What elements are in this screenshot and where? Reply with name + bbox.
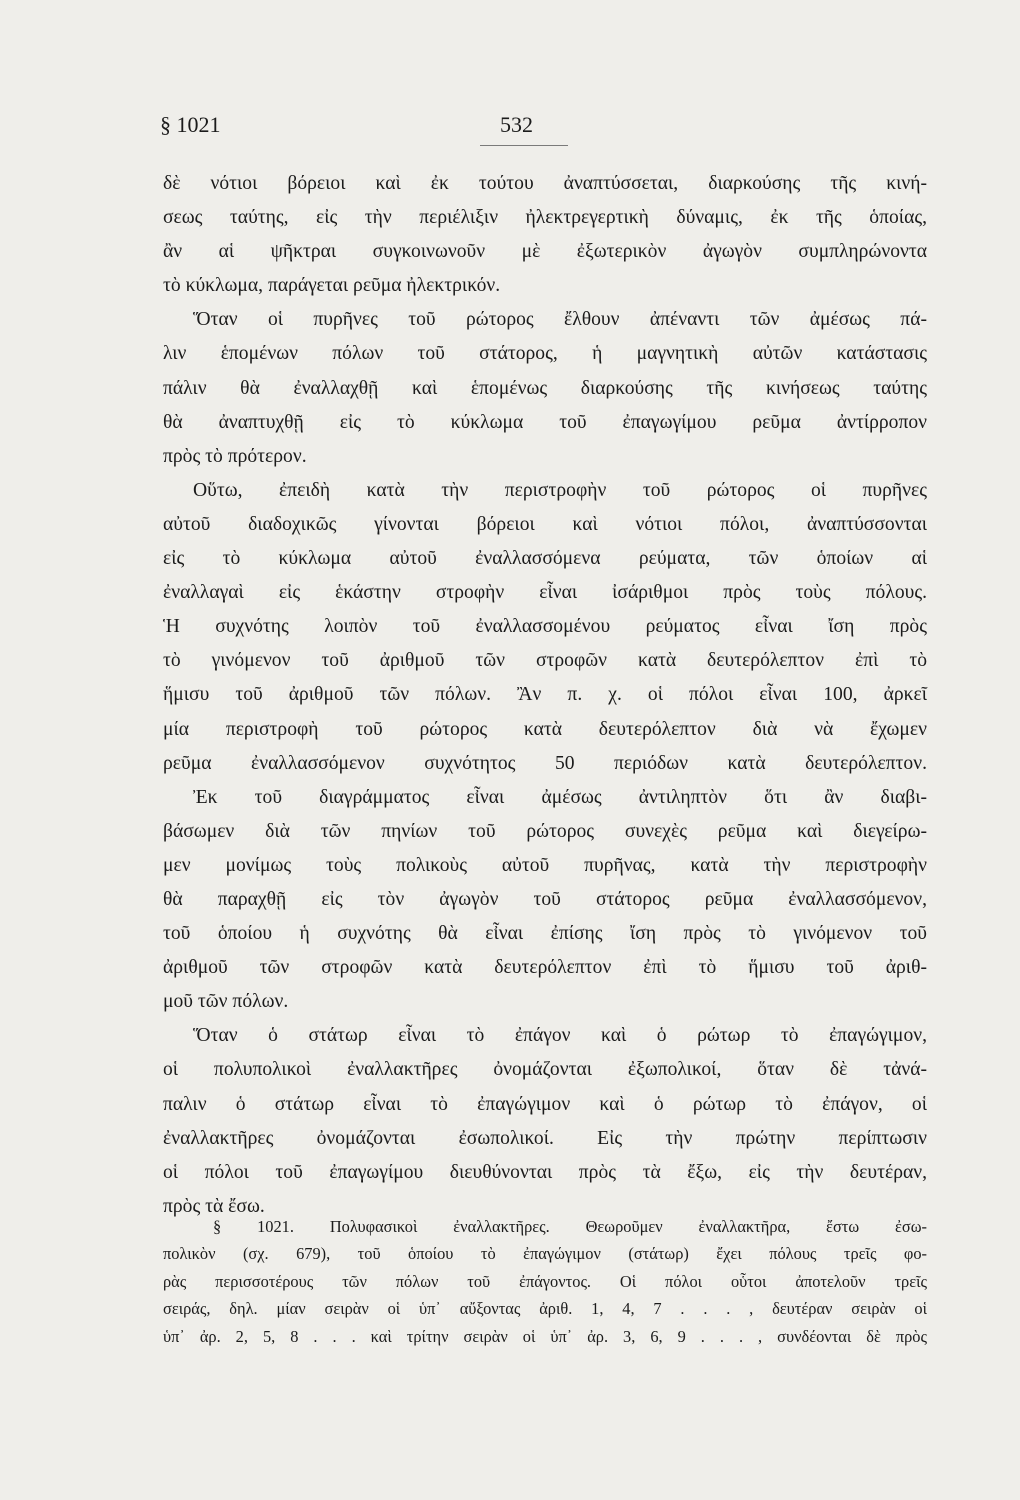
body-text [163,167,927,1224]
paragraph-3 [163,474,927,781]
text-line: ἂν αἱ ψῆκτραι συγκοινωνοῦν μὲ ἐξωτερικὸν ἀγωγὸν συμπληρώνοντα [163,241,927,263]
text-line: ἀριθμοῦ τῶν στροφῶν κατὰ δευτερόλεπτον ἐπὶ τὸ ἥμισυ τοῦ ἀριθ- [163,957,927,979]
paragraph-2 [163,303,927,473]
paragraph-5 [163,1019,927,1224]
paragraph-1 [163,167,927,303]
text-line: θὰ παραχθῇ εἰς τὸν ἀγωγὸν τοῦ στάτορος ρεῦμα ἐναλλασσόμενον, [163,888,927,910]
text-line: Ἐκ τοῦ διαγράμματος εἶναι ἀμέσως ἀντιληπτὸν ὅτι ἂν διαβι- [193,786,927,808]
text-line: πρὸς τὰ ἔσω. [163,1195,265,1217]
text-line: Ὅταν οἱ πυρῆνες τοῦ ρώτορος ἔλθουν ἀπέναντι τῶν ἀμέσως πά- [193,309,927,331]
text-line: παλιν ὁ στάτωρ εἶναι τὸ ἐπαγώγιμον καὶ ὁ ρώτωρ τὸ ἐπάγον, οἱ [163,1093,927,1115]
text-line: σεως ταύτης, εἰς τὴν περιέλιξιν ἠλεκτρεγερτικὴ δύναμις, ἐκ τῆς ὁποίας, [163,207,927,229]
text-line: Οὕτω, ἐπειδὴ κατὰ τὴν περιστροφὴν τοῦ ρώτορος οἱ πυρῆνες [193,479,927,501]
footnote-line: σειράς, δηλ. μίαν σειρὰν οἱ ὑπ᾿ αὔξοντας ἀριθ. 1, 4, 7 . . . , δευτέραν σειρὰν οἱ [163,1299,927,1319]
text-line: δὲ νότιοι βόρειοι καὶ ἐκ τούτου ἀναπτύσσεται, διαρκούσης τῆς κινή- [163,173,927,194]
text-line: οἱ πόλοι τοῦ ἐπαγωγίμου διευθύνονται πρὸς τὰ ἔξω, εἰς τὴν δευτέραν, [163,1161,927,1183]
page-header [160,112,930,152]
text-line: τοῦ ὁποίου ἡ συχνότης θὰ εἶναι ἐπίσης ἴση πρὸς τὸ γινόμενον τοῦ [163,923,927,945]
text-line: πρὸς τὸ πρότερον. [163,445,307,467]
text-line: βάσωμεν διὰ τῶν πηνίων τοῦ ρώτορος συνεχὲς ρεῦμα καὶ διεγείρω- [163,820,927,842]
page-number: 532 [500,112,533,137]
footnote-line: ὑπ᾿ ἀρ. 2, 5, 8 . . . καὶ τρίτην σειρὰν οἱ ὑπ᾿ ἀρ. 3, 6, 9 . . . , συνδέονται δὲ πρὸς [163,1326,927,1346]
text-line: ρεῦμα ἐναλλασσόμενον συχνότητος 50 περιόδων κατὰ δευτερόλεπτον. [163,752,927,774]
footnote-section [163,1213,927,1350]
footnote-line: ρὰς περισσοτέρους τῶν πόλων τοῦ ἐπάγοντος. Οἱ πόλοι οὗτοι ἀποτελοῦν τρεῖς [163,1271,927,1291]
text-line: Ἡ συχνότης λοιπὸν τοῦ ἐναλλασσομένου ρεύματος εἶναι ἴση πρὸς [163,616,927,638]
text-line: πάλιν θὰ ἐναλλαχθῇ καὶ ἑπομένως διαρκούσης τῆς κινήσεως ταύτης [163,377,927,399]
text-line: τὸ γινόμενον τοῦ ἀριθμοῦ τῶν στροφῶν κατὰ δευτερόλεπτον ἐπὶ τὸ [163,650,927,672]
text-line: ἥμισυ τοῦ ἀριθμοῦ τῶν πόλων. Ἂν π. χ. οἱ πόλοι εἶναι 100, ἀρκεῖ [163,684,927,706]
section-reference: § 1021 [160,112,221,137]
text-line: μία περιστροφὴ τοῦ ρώτορος κατὰ δευτερόλεπτον διὰ νὰ ἔχωμεν [163,718,927,740]
text-line: μοῦ τῶν πόλων. [163,991,289,1013]
text-line: τὸ κύκλωμα, παράγεται ρεῦμα ἠλεκτρικόν. [163,275,501,297]
text-line: οἱ πολυπολικοὶ ἐναλλακτῆρες ὀνομάζονται ἐξωπολικοί, ὅταν δὲ τἀνά- [163,1059,927,1081]
text-line: εἰς τὸ κύκλωμα αὐτοῦ ἐναλλασσόμενα ρεύματα, τῶν ὁποίων αἱ [163,548,927,570]
page-number-rule [480,145,568,146]
text-line: μεν μονίμως τοὺς πολικοὺς αὐτοῦ πυρῆνας, κατὰ τὴν περιστροφὴν [163,854,927,876]
text-line: ἐναλλαγαὶ εἰς ἑκάστην στροφὴν εἶναι ἰσάριθμοι πρὸς τοὺς πόλους. [163,582,927,604]
footnote-line: § 1021. Πολυφασικοὶ ἐναλλακτῆρες. Θεωροῦμεν ἐναλλακτῆρα, ἔστω ἐσω- [213,1217,927,1236]
paragraph-4 [163,781,927,1020]
text-line: αὐτοῦ διαδοχικῶς γίνονται βόρειοι καὶ νότιοι πόλοι, ἀναπτύσσονται [163,513,927,535]
footnote-line: πολικὸν (σχ. 679), τοῦ ὁποίου τὸ ἐπαγώγιμον (στάτωρ) ἔχει πόλους τρεῖς φο- [163,1244,927,1264]
text-line: λιν ἑπομένων πόλων τοῦ στάτορος, ἡ μαγνητικὴ αὐτῶν κατάστασις [163,343,927,365]
text-line: θὰ ἀναπτυχθῇ εἰς τὸ κύκλωμα τοῦ ἐπαγωγίμου ρεῦμα ἀντίρροπον [163,411,927,433]
text-line: Ὅταν ὁ στάτωρ εἶναι τὸ ἐπάγον καὶ ὁ ρώτωρ τὸ ἐπαγώγιμον, [193,1025,927,1047]
text-line: ἐναλλακτῆρες ὀνομάζονται ἐσωπολικοί. Εἰς τὴν πρώτην περίπτωσιν [163,1127,927,1149]
